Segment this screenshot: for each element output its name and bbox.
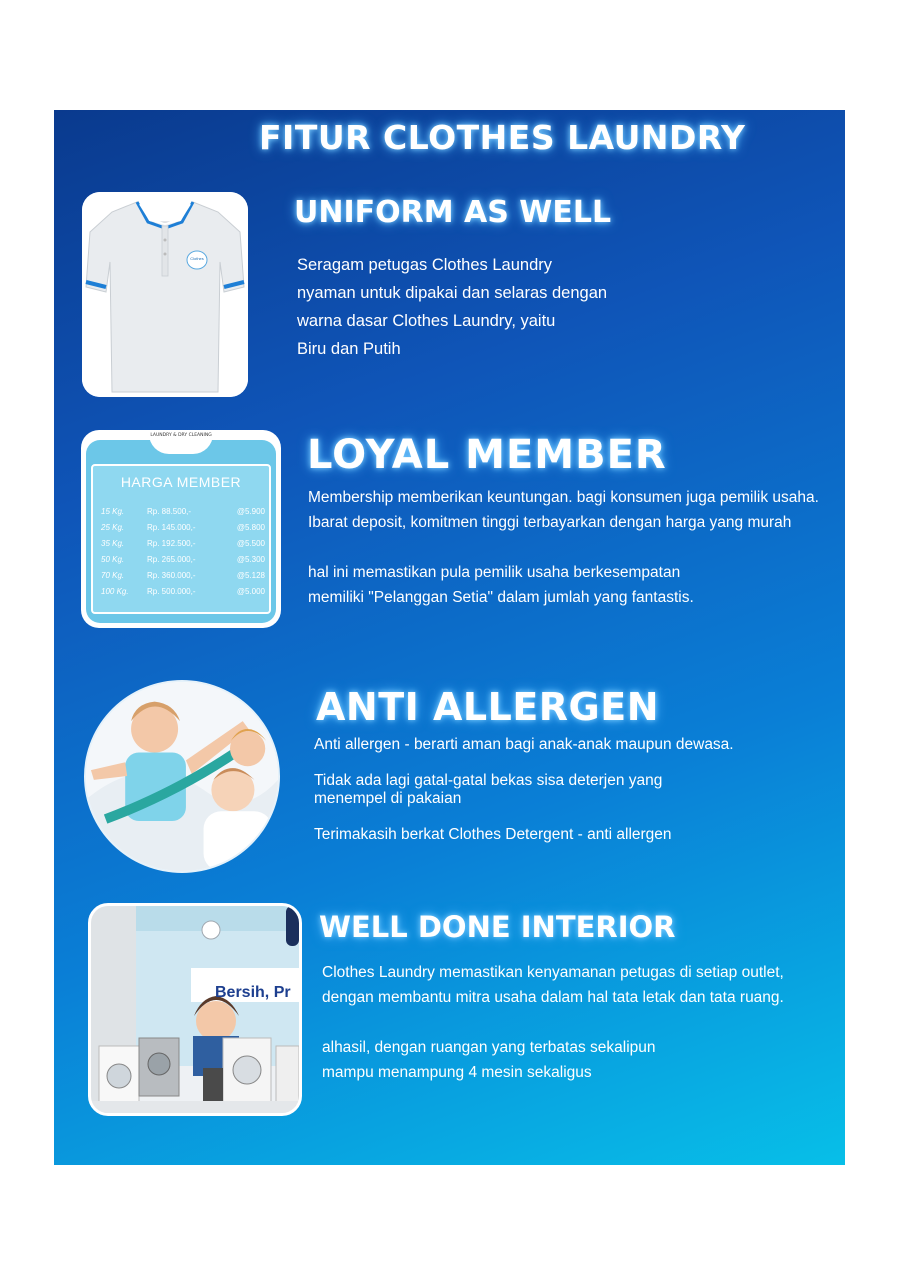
row-price: Rp. 265.000,- — [147, 555, 196, 564]
row-per-kg: @5.300 — [236, 555, 265, 564]
row-kg: 100 Kg. — [101, 587, 129, 596]
member-price-row — [101, 536, 265, 552]
member-price-card — [81, 430, 281, 628]
row-per-kg: @5.000 — [236, 587, 265, 596]
interior-photo — [88, 903, 302, 1116]
feature-poster — [54, 110, 845, 1165]
member-price-row — [101, 552, 265, 568]
uniform-line: warna dasar Clothes Laundry, yaitu — [297, 312, 556, 330]
uniform-heading: UNIFORM AS WELL — [294, 195, 612, 230]
poster-title: FITUR CLOTHES LAUNDRY — [259, 118, 746, 157]
interior-text — [322, 960, 822, 1085]
row-per-kg: @5.500 — [236, 539, 265, 548]
uniform-text — [297, 251, 677, 363]
member-price-rows — [101, 504, 265, 600]
interior-heading: WELL DONE INTERIOR — [319, 910, 676, 944]
row-kg: 35 Kg. — [101, 539, 125, 548]
loyal-text — [308, 485, 845, 610]
anti-text — [314, 736, 754, 862]
member-price-row — [101, 520, 265, 536]
row-price: Rp. 145.000,- — [147, 523, 196, 532]
member-price-row — [101, 568, 265, 584]
member-price-row — [101, 504, 265, 520]
uniform-shirt-image — [82, 192, 248, 397]
row-per-kg: @5.900 — [236, 507, 265, 516]
row-price: Rp. 500.000,- — [147, 587, 196, 596]
member-card-tab: LAUNDRY & DRY CLEANING — [149, 430, 213, 454]
member-price-row — [101, 584, 265, 600]
member-price-table — [91, 464, 271, 614]
row-price: Rp. 192.500,- — [147, 539, 196, 548]
row-kg: 50 Kg. — [101, 555, 125, 564]
row-kg: 70 Kg. — [101, 571, 125, 580]
anti-paragraph: Tidak ada lagi gatal-gatal bekas sisa deterjen yang menempel di pakaian — [314, 772, 663, 807]
interior-line: dengan membantu mitra usaha dalam hal tata letak dan tata ruang. — [322, 989, 784, 1006]
uniform-line: Seragam petugas Clothes Laundry — [297, 256, 552, 274]
loyal-line: Membership memberikan keuntungan. bagi konsumen juga pemilik usaha. — [308, 489, 819, 506]
row-price: Rp. 360.000,- — [147, 571, 196, 580]
svg-text:Clothes: Clothes — [190, 256, 204, 261]
uniform-line: nyaman untuk dipakai dan selaras dengan — [297, 284, 608, 302]
interior-line: mampu menampung 4 mesin sekaligus — [322, 1064, 592, 1081]
row-price: Rp. 88.500,- — [147, 507, 192, 516]
anti-heading: ANTI ALLERGEN — [316, 685, 660, 729]
member-price-header: HARGA MEMBER — [120, 474, 242, 490]
kids-photo — [84, 680, 280, 873]
row-kg: 15 Kg. — [101, 507, 125, 516]
loyal-line: memiliki "Pelanggan Setia" dalam jumlah yang fantastis. — [308, 589, 694, 606]
interior-line: Clothes Laundry memastikan kenyamanan petugas di setiap outlet, — [322, 964, 784, 981]
interior-line: alhasil, dengan ruangan yang terbatas sekalipun — [322, 1039, 656, 1056]
loyal-line: hal ini memastikan pula pemilik usaha berkesempatan — [308, 564, 681, 581]
row-kg: 25 Kg. — [101, 523, 125, 532]
loyal-heading: LOYAL MEMBER — [307, 432, 667, 478]
anti-paragraph: Anti allergen - berarti aman bagi anak-anak maupun dewasa. — [314, 736, 734, 753]
row-per-kg: @5.800 — [236, 523, 265, 532]
anti-paragraph: Terimakasih berkat Clothes Detergent - anti allergen — [314, 826, 672, 843]
uniform-line: Biru dan Putih — [297, 340, 401, 358]
interior-banner-text: Bersih, Pr — [215, 984, 291, 1001]
row-per-kg: @5.128 — [236, 571, 265, 580]
loyal-line: Ibarat deposit, komitmen tinggi terbayarkan dengan harga yang murah — [308, 514, 792, 531]
